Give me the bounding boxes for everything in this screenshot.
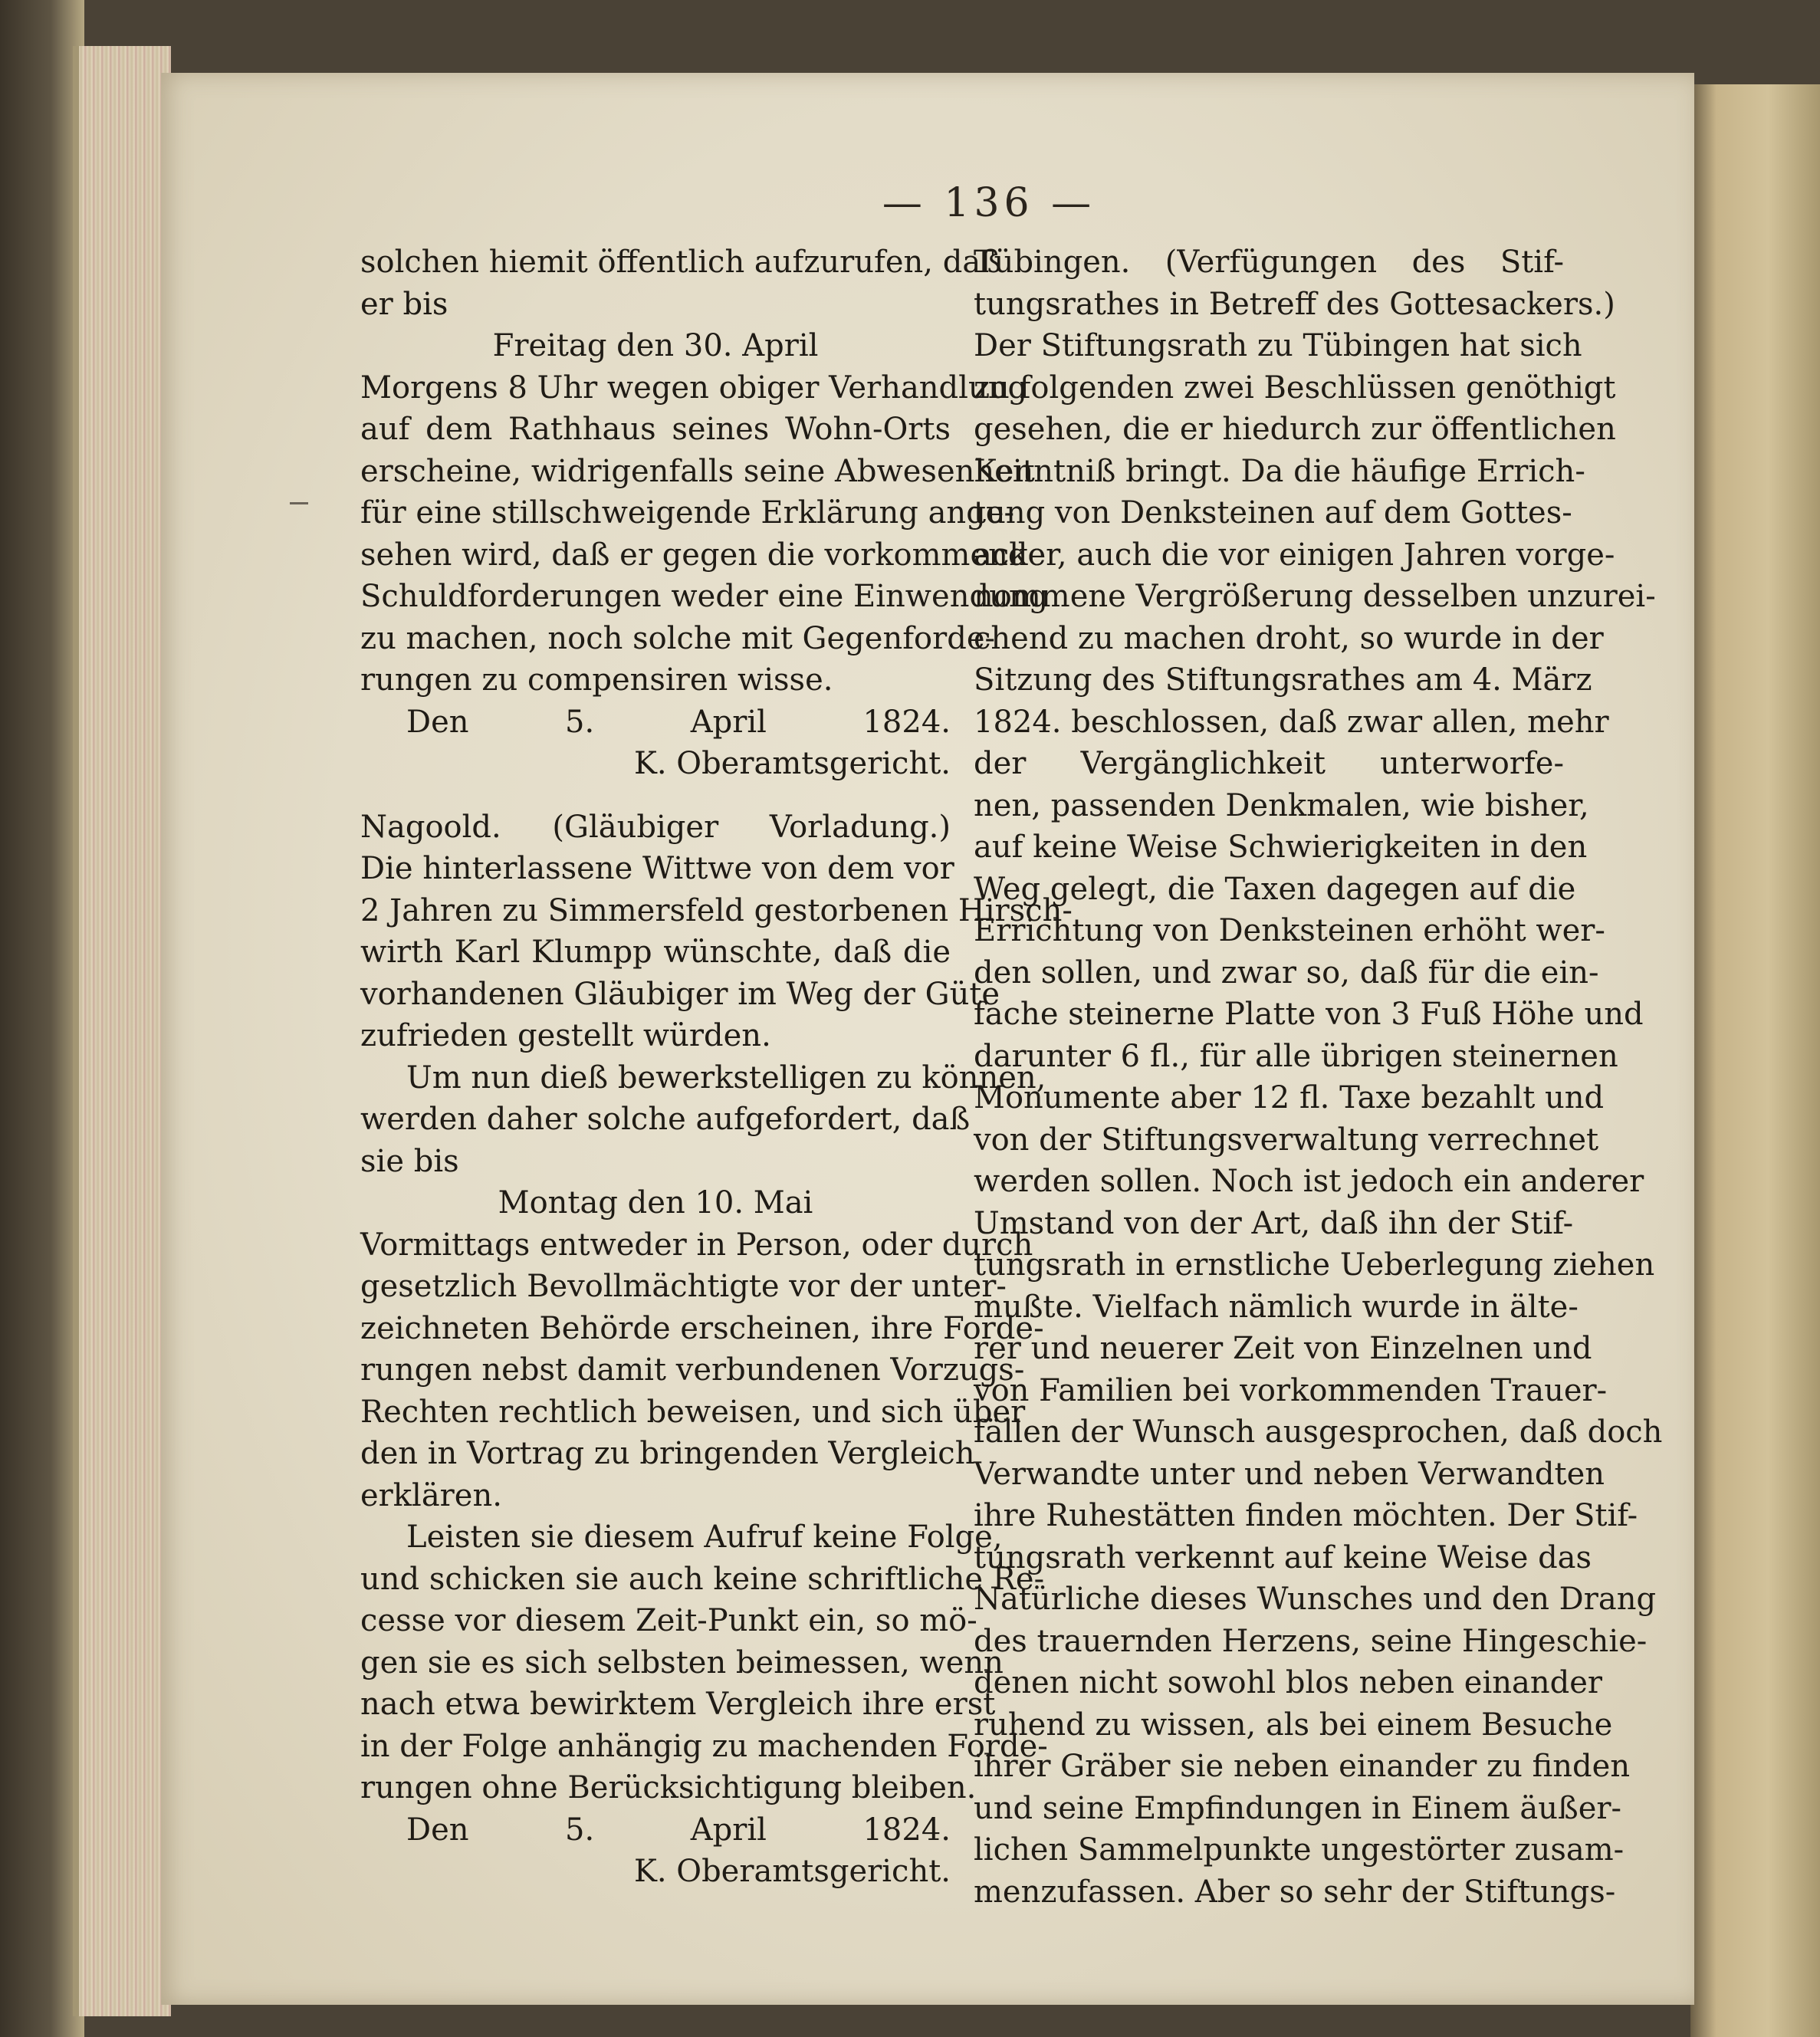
text-line: Nagoold. (Gläubiger Vorladung.) [360, 809, 951, 845]
text-line: des trauernden Herzens, seine Hingeschie- [974, 1623, 1648, 1659]
text-line: 1824. beschlossen, daß zwar allen, mehr [974, 704, 1609, 740]
text-line: für eine stillschweigende Erklärung ange- [360, 495, 1014, 531]
text-line: zu machen, noch solche mit Gegenforde- [360, 620, 996, 656]
text-line: tungsrath in ernstliche Ueberlegung ziehen [974, 1247, 1655, 1283]
text-line: nen, passenden Denkmalen, wie bisher, [974, 787, 1589, 823]
text-line: gesetzlich Bevollmächtigte vor der unter- [360, 1269, 1007, 1304]
text-line: Errichtung von Denksteinen erhöht wer- [974, 913, 1605, 948]
text-line: Tübingen. (Verfügungen des Stif- [974, 245, 1564, 280]
text-line: tungsrathes in Betreff des Gottesackers.) [974, 286, 1615, 322]
text-line: auf dem Rathhaus seines Wohn-Orts [360, 412, 951, 447]
left-column [360, 241, 1073, 1893]
text-line: K. Oberamtsgericht. [633, 746, 951, 781]
book-cover-right [1690, 84, 1820, 2037]
text-line: Den 5. April 1824. [406, 704, 951, 740]
text-line: ruhend zu wissen, als bei einem Besuche [974, 1707, 1613, 1743]
text-line: Vormittags entweder in Person, oder durch [360, 1227, 1033, 1263]
text-line: solchen hiemit öffentlich aufzurufen, daß [360, 245, 1001, 280]
text-line: in der Folge anhängig zu machenden Forde- [360, 1728, 1048, 1764]
text-line: rer und neuerer Zeit von Einzelnen und [974, 1331, 1592, 1366]
text-line: darunter 6 fl., für alle übrigen steinernen [974, 1038, 1618, 1074]
text-line: fällen der Wunsch ausgesprochen, daß doch [974, 1414, 1663, 1450]
text-line: vorhandenen Gläubiger im Weg der Güte [360, 976, 1000, 1012]
text-line: ihrer Gräber sie neben einander zu finden [974, 1749, 1631, 1784]
text-line: Umstand von der Art, daß ihn der Stif- [974, 1205, 1574, 1241]
text-line: chend zu machen droht, so wurde in der [974, 620, 1604, 656]
text-line: denen nicht sowohl blos neben einander [974, 1665, 1603, 1700]
text-line: auf keine Weise Schwierigkeiten in den [974, 830, 1588, 865]
text-line [360, 785, 951, 807]
text-line: werden sollen. Noch ist jedoch ein anderer [974, 1164, 1644, 1199]
text-line: werden daher solche aufgefordert, daß [360, 1102, 971, 1137]
right-column [974, 241, 1663, 1913]
text-line: den in Vortrag zu bringenden Vergleich [360, 1436, 975, 1471]
text-line: rungen nebst damit verbundenen Vorzugs- [360, 1352, 1025, 1388]
text-line: Montag den 10. Mai [498, 1185, 813, 1221]
text-line: Monumente aber 12 fl. Taxe bezahlt und [974, 1080, 1605, 1115]
text-line: Freitag den 30. April [492, 328, 819, 363]
text-line: Sitzung des Stiftungsrathes am 4. März [974, 662, 1592, 698]
text-line: Die hinterlassene Wittwe von dem vor [360, 851, 954, 886]
text-line: nommene Vergrößerung desselben unzurei- [974, 579, 1656, 614]
text-line: acker, auch die vor einigen Jahren vorge- [974, 537, 1615, 573]
text-line: von Familien bei vorkommenden Trauer- [974, 1372, 1608, 1408]
page-edges [73, 46, 171, 2016]
text-line: Verwandte unter und neben Verwandten [974, 1456, 1605, 1492]
text-line: cesse vor diesem Zeit-Punkt ein, so mö- [360, 1603, 977, 1638]
text-line: zufrieden gestellt würden. [360, 1018, 771, 1053]
page-number: — 136 — [882, 180, 1096, 226]
text-line: menzufassen. Aber so sehr der Stiftungs- [974, 1874, 1616, 1910]
text-line: Morgens 8 Uhr wegen obiger Verhandlung [360, 370, 1028, 406]
text-line: und seine Empfindungen in Einem äußer- [974, 1790, 1622, 1826]
text-line: nach etwa bewirktem Vergleich ihre erst [360, 1687, 996, 1722]
text-line: fache steinerne Platte von 3 Fuß Höhe und [974, 997, 1644, 1032]
text-line: ihre Ruhestätten finden möchten. Der Stif- [974, 1498, 1638, 1533]
text-line: sie bis [360, 1143, 459, 1179]
text-line: erklären. [360, 1477, 502, 1513]
text-line: K. Oberamtsgericht. [633, 1854, 951, 1889]
text-line: tungsrath verkennt auf keine Weise das [974, 1539, 1592, 1575]
text-line: Den 5. April 1824. [406, 1812, 951, 1848]
text-line: zeichneten Behörde erscheinen, ihre Forde- [360, 1310, 1044, 1346]
text-line: mußte. Vielfach nämlich wurde in älte- [974, 1289, 1579, 1325]
book-cover-left [0, 0, 84, 2037]
text-line: Leisten sie diesem Aufruf keine Folge, [406, 1520, 1003, 1555]
text-line: erscheine, widrigenfalls seine Abwesenheit [360, 453, 1035, 489]
text-line: Um nun dieß bewerkstelligen zu können, [406, 1060, 1046, 1096]
text-line: rungen ohne Berücksichtigung bleiben. [360, 1770, 977, 1805]
text-line: Kenntniß bringt. Da die häufige Errich- [974, 453, 1585, 489]
text-line: er bis [360, 286, 448, 322]
text-line: rungen zu compensiren wisse. [360, 662, 833, 698]
text-line: zu folgenden zwei Beschlüssen genöthigt [974, 370, 1616, 406]
text-line: wirth Karl Klumpp wünschte, daß die [360, 935, 951, 970]
text-line: der Vergänglichkeit unterworfe- [974, 746, 1564, 781]
text-line: tung von Denksteinen auf dem Gottes- [974, 495, 1572, 531]
text-line: Rechten rechtlich beweisen, und sich über [360, 1394, 1026, 1430]
text-line: gesehen, die er hiedurch zur öffentlichen [974, 412, 1616, 447]
text-line: 2 Jahren zu Simmersfeld gestorbenen Hirsch- [360, 892, 1073, 928]
text-line: gen sie es sich selbsten beimessen, wenn [360, 1644, 1004, 1681]
text-line: sehen wird, daß er gegen die vorkommende [360, 537, 1046, 573]
text-line: lichen Sammelpunkte ungestörter zusam- [974, 1832, 1625, 1868]
text-line: Natürliche dieses Wunsches und den Drang [974, 1582, 1657, 1617]
text-line: Weg gelegt, die Taxen dagegen auf die [974, 871, 1576, 907]
text-line: von der Stiftungsverwaltung verrechnet [974, 1122, 1599, 1158]
text-line: Schuldforderungen weder eine Einwendung [360, 579, 1049, 614]
text-line: den sollen, und zwar so, daß für die ein- [974, 954, 1599, 991]
margin-mark [290, 502, 308, 504]
text-line: und schicken sie auch keine schriftliche Re- [360, 1561, 1045, 1597]
text-line: Der Stiftungsrath zu Tübingen hat sich [974, 328, 1582, 363]
